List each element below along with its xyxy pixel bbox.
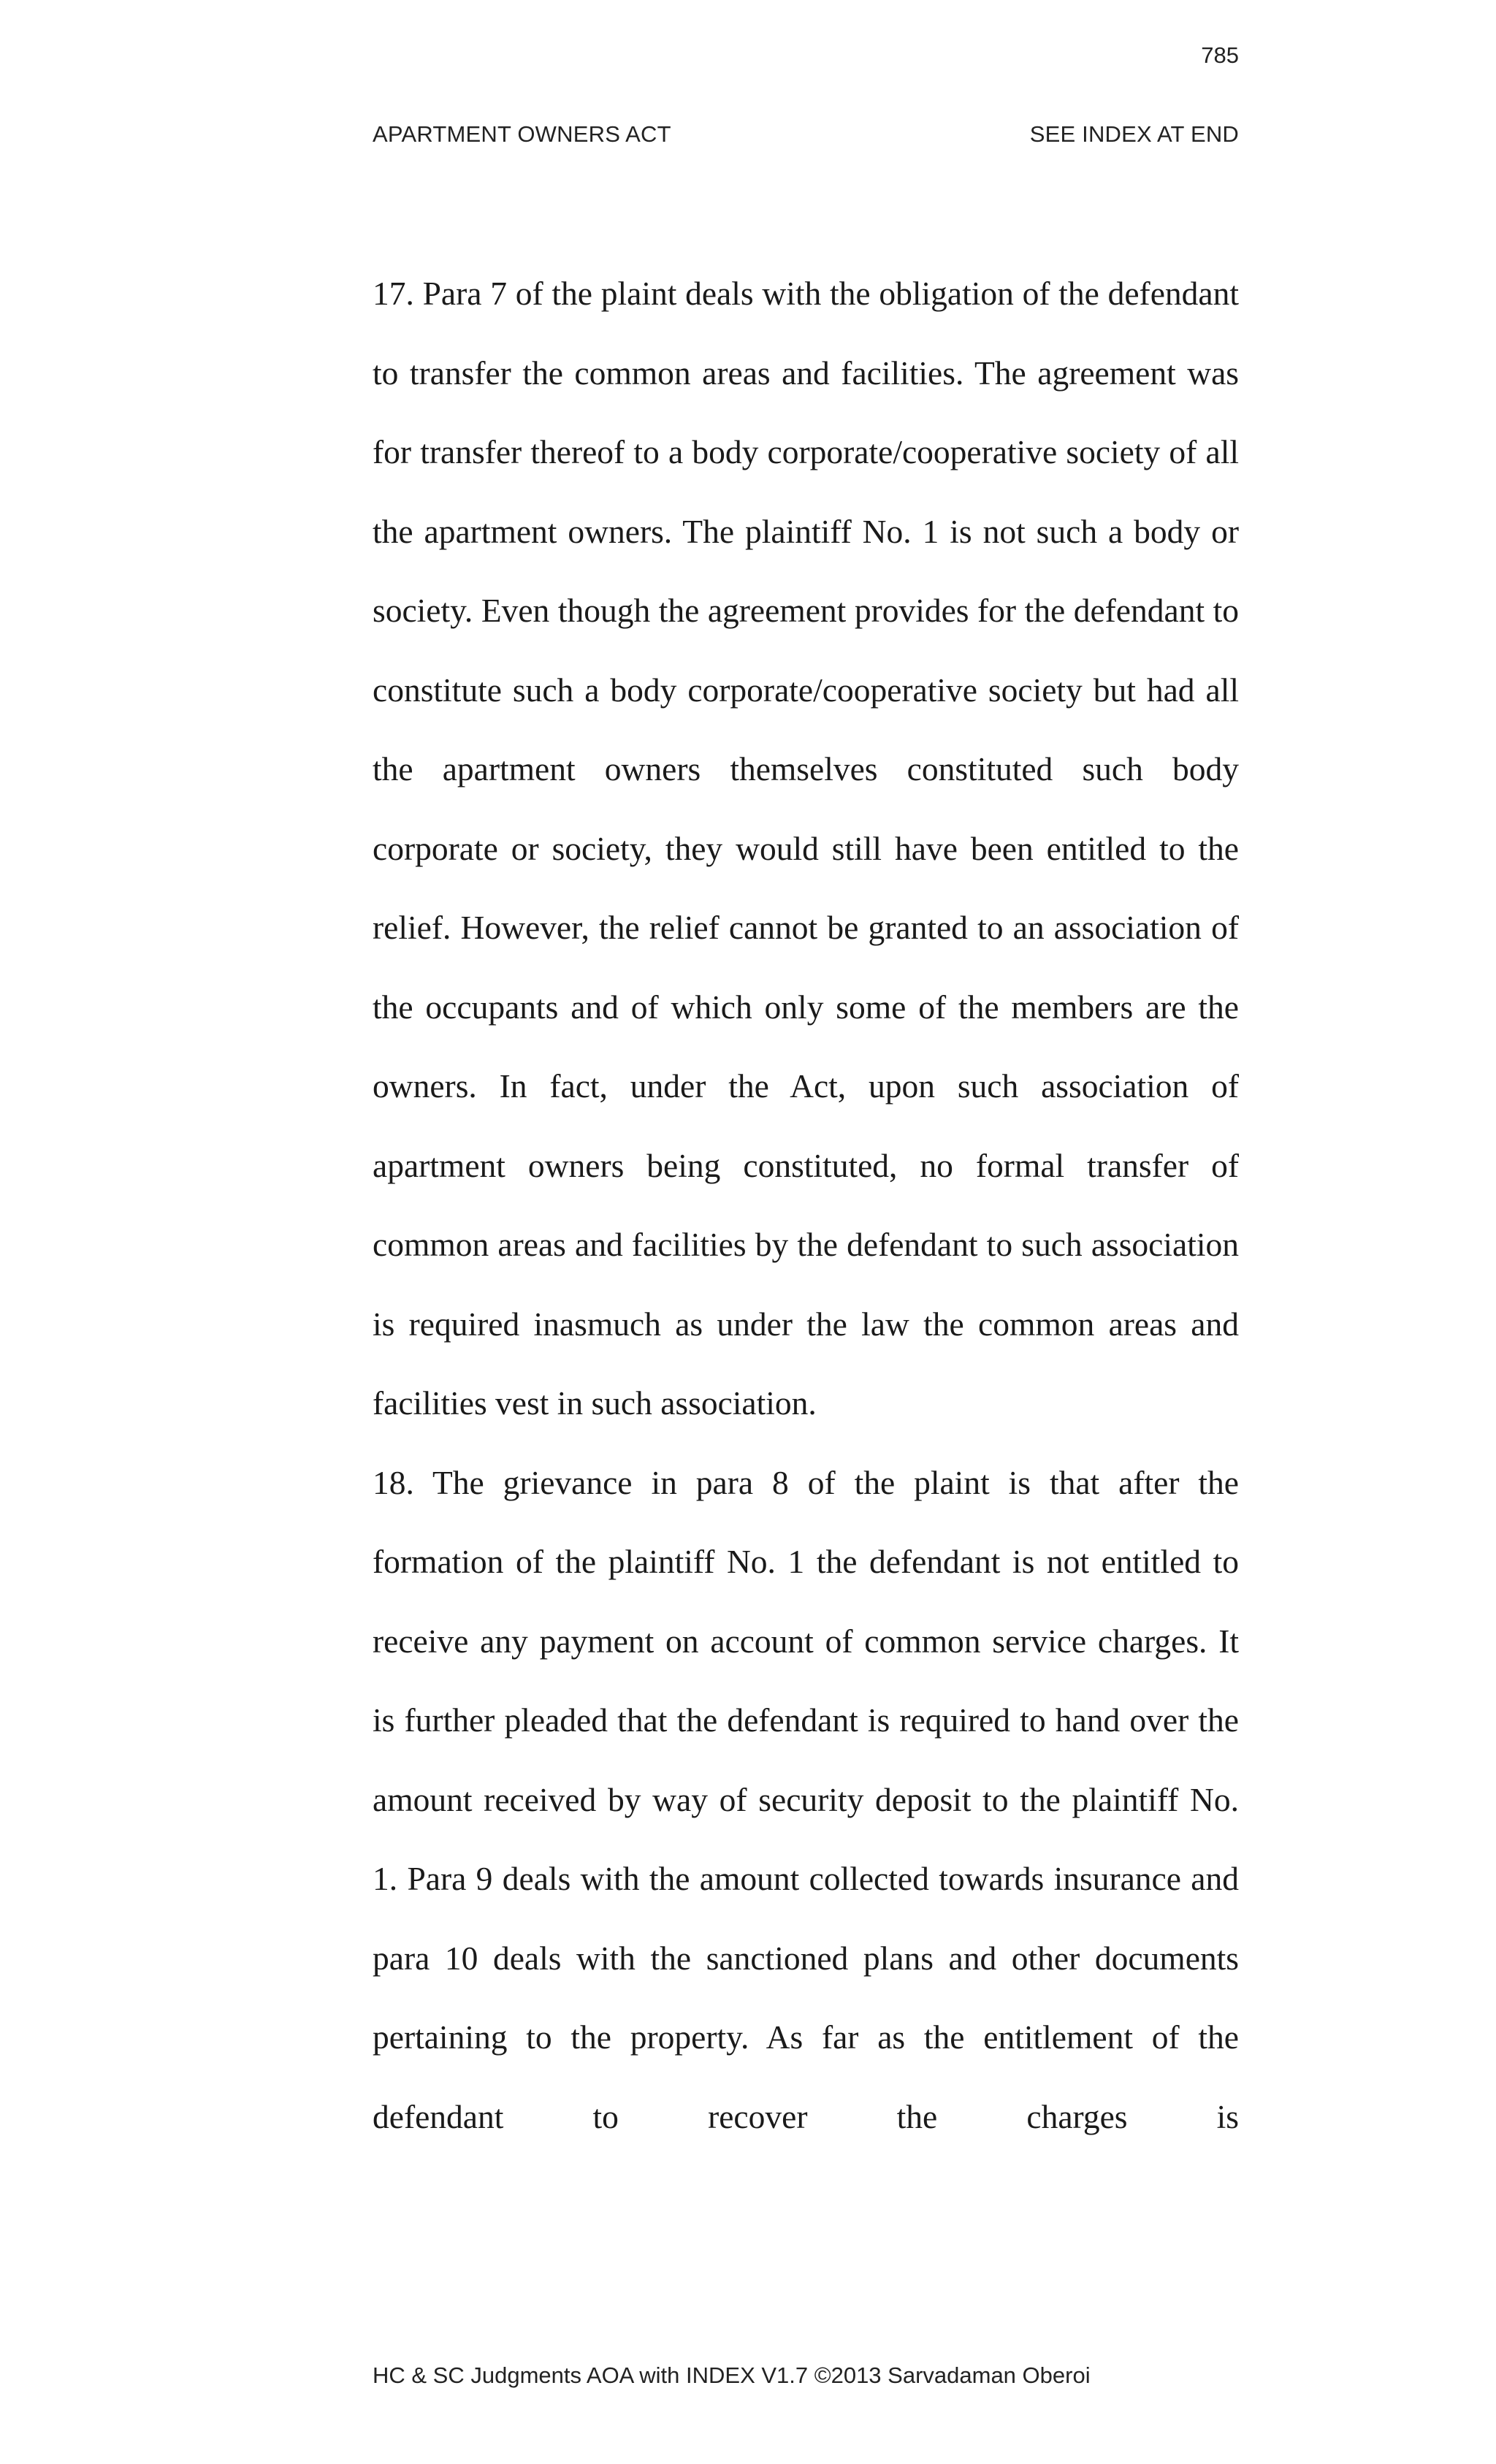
paragraph-18: 18. The grievance in para 8 of the plaint is that after the formation of the plaintiff No. 1 the defendant is not entitled to receive any payment on account of common service charges. It is further pleaded that the defendant is required to hand over the amount received by way of security deposit to the plaintiff No. 1. Para 9 deals with the amount collected towards insurance and para 10 deals with the sanctioned plans and other documents pertaining to the property. As far as the entitlement of the defendant to recover the charges is	[373, 1463, 1239, 2135]
header-left-title: APARTMENT OWNERS ACT	[373, 121, 671, 147]
paragraph-17: 17. Para 7 of the plaint deals with the obligation of the defendant to transfer the common areas and facilities. The agreement was for transfer thereof to a body corporate/cooperative society of all the apartment owners. The plaintiff No. 1 is not such a body or society. Even though the agreement provides for the defendant to constitute such a body corporate/cooperative society but had all the apartment owners themselves constituted such body corporate or society, they would still have been entitled to the relief. However, the relief cannot be granted to an association of the occupants and of which only some of the members are the owners. In fact, under the Act, upon such association of apartment owners being constituted, no formal transfer of common areas and facilities by the defendant to such association is required inasmuch as under the law the common areas and facilities vest in such association.	[373, 275, 1239, 1422]
document-body	[373, 254, 1239, 2156]
page-number: 785	[1201, 42, 1239, 68]
page-footer: HC & SC Judgments AOA with INDEX V1.7 ©2013 Sarvadaman Oberoi	[373, 2362, 1091, 2388]
header-right-note: SEE INDEX AT END	[1029, 121, 1239, 147]
running-header	[373, 121, 1239, 148]
